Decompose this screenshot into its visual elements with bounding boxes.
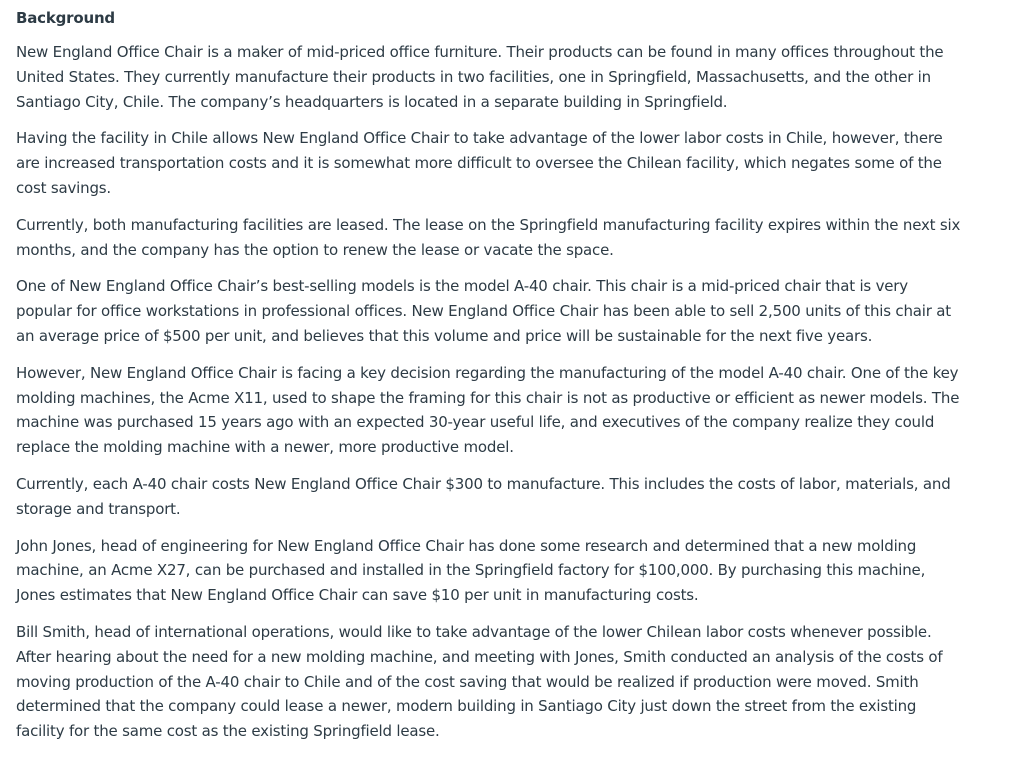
paragraph-john-jones: John Jones, head of engineering for New England Office Chair has done some research and determined that a new molding machine, an Acme X27, can be purchased and installed in the Springfield factory for $100,000. By purchasing this machine, Jones estimates that New England Office Chair can save $10 per unit in manufacturing costs.	[16, 536, 926, 605]
paragraph-chile-facility: Having the facility in Chile allows New England Office Chair to take advantage of the lower labor costs in Chile, however, there are increased transportation costs and it is somewhat more difficult to oversee the Chilean facility, which negates some of the cost savings.	[16, 129, 943, 197]
paragraph-company-overview: New England Office Chair is a maker of mid-priced office furniture. Their products can be found in many offices throughout the United States. They currently manufacture their products in two facilities, one in Springfield, Massachusetts, and the other in Santiago City, Chile. The company’s headquarters is located in a separate building in Springfield.	[16, 43, 944, 111]
paragraph-bill-smith: Bill Smith, head of international operations, would like to take advantage of the lower Chilean labor costs whenever possible. After hearing about the need for a new molding machine, and meeting with Jones, Smith conducted an analysis of the costs of moving production of the A-40 chair to Chile and of the cost saving that would be realized if production were moved. Smith determined that the company could lease a newer, modern building in Santiago City just down the street from the existing facility for the same cost as the existing Springfield lease.	[16, 622, 943, 741]
paragraph-key-decision: However, New England Office Chair is facing a key decision regarding the manufacturing of the model A-40 chair. One of the key molding machines, the Acme X11, used to shape the framing for this chair is not as productive or efficient as newer models. The machine was purchased 15 years ago with an expected 30-year useful life, and executives of the company realize they could replace the molding machine with a newer, more productive model.	[16, 363, 960, 457]
paragraph-leases: Currently, both manufacturing facilities are leased. The lease on the Springfield manufacturing facility expires within the next six months, and the company has the option to renew the lease or vacate the space.	[16, 215, 961, 259]
paragraph-a40-chair: One of New England Office Chair’s best-selling models is the model A-40 chair. This chair is a mid-priced chair that is very popular for office workstations in professional offices. New England Office Chair has been able to sell 2,500 units of this chair at an average price of $500 per unit, and believes that this volume and price will be sustainable for the next five years.	[16, 277, 951, 345]
section-heading: Background	[16, 9, 115, 27]
paragraph-manufacturing-cost: Currently, each A-40 chair costs New England Office Chair $300 to manufacture. This includes the costs of labor, materials, and storage and transport.	[16, 474, 951, 518]
